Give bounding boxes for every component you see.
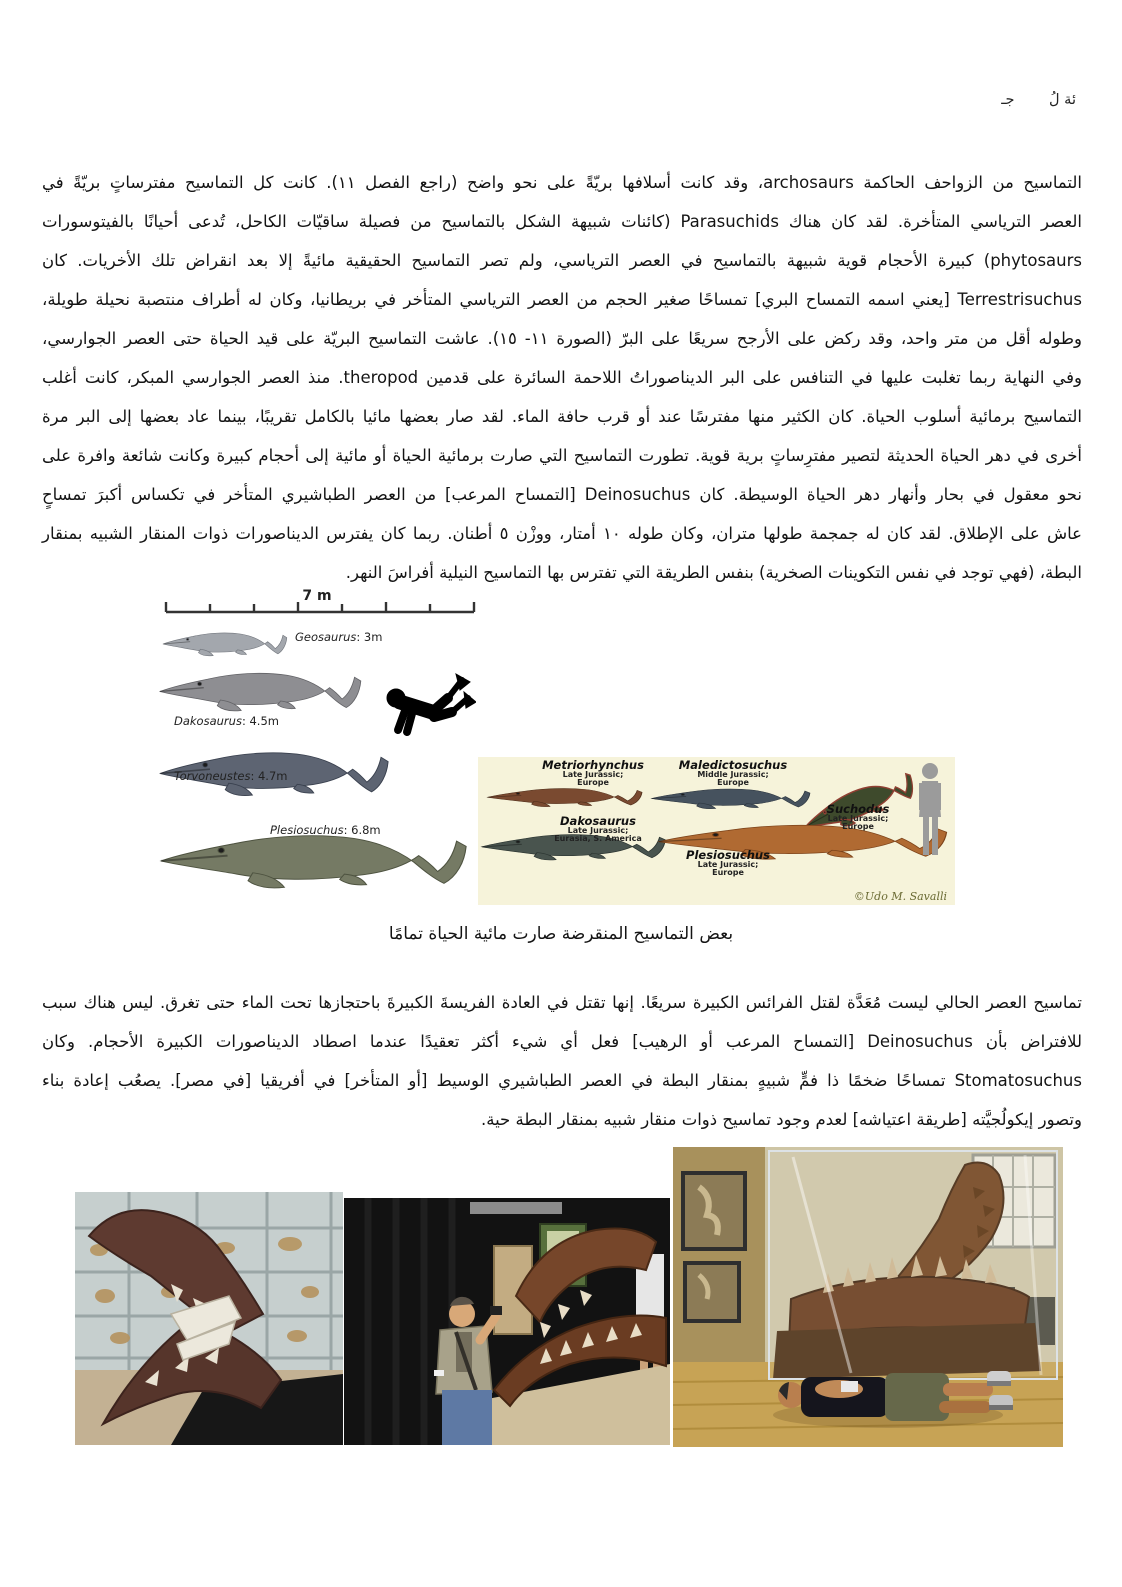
wall-fossil-pictures xyxy=(683,1173,745,1321)
header-text-left: جـ xyxy=(1001,92,1015,108)
page-header-fragment xyxy=(1001,92,1076,108)
paragraph-line: وتصور إيكولُجيَّته [طريقة اعتياشه] لعدم وجود تماسيح ذوات منقار شبيه بمنقار البطة حية. xyxy=(480,1110,1082,1129)
dakosaurus-panel-label: Dakosaurus Late Jurassic; Eurasia, S. America xyxy=(554,814,642,844)
figure-caption: بعض التماسيح المنقرضة صارت مائية الحياة تمامًا xyxy=(388,924,734,944)
geosaurus-illustration xyxy=(163,633,287,656)
metriorhynchid-species-panel xyxy=(478,757,955,905)
paragraph-line: وطوله أقل من متر واحد، وقد ركض على الأرجح سريعًا على البرّ (الصورة ١١- ١٥). عاشت التماسيح البريّة على قيد الحياة حتى العصر الجوارسي، xyxy=(42,329,1082,348)
dakosaurus-illustration xyxy=(160,673,361,711)
paragraph-line: Terrestrisuchus [يعني اسمه التمساح البري] تمساحًا صغير الحجم من العصر الترياسي المتأخر في بريطانيا، وكان له أطراف منتصبة نحيلة طويلة، xyxy=(42,290,1082,309)
image-credit: ©Udo M. Savalli xyxy=(853,890,947,903)
paragraph-line: نحو معقول في بحار وأنهار دهر الحياة الوسيطة. كان Deinosuchus [التمساح المرعب] من العصر الطباشيري المتأخر في تكساس أكبرَ تمساحٍ xyxy=(42,485,1082,504)
plesiosuchus-illustration xyxy=(161,836,466,888)
paragraph-line: تماسيح العصر الحالي ليست مُعَدَّة لقتل الفرائس الكبيرة سريعًا. إنها تقتل في العادة الفريسةَ الكبيرةَ باحتجازها تحت الماء حتى تغرق. ليس هناك سبب xyxy=(42,993,1082,1012)
geosaurus-label: Geosaurus: 3m xyxy=(295,630,383,644)
plesiosuchus-panel-label: Plesiosuchus Late Jurassic; Europe xyxy=(686,848,770,878)
scale-bar-label: 7 m xyxy=(302,588,332,604)
paragraph-line: العصر الترياسي المتأخرة. لقد كان هناك Parasuchids (كائنات شبيهة الشكل بالتماسيح من فصيلة ساقيّات الكاحل، تُدعى أحيانًا بالفيتوسورات xyxy=(42,212,1082,231)
photo-skull-case-lying-man xyxy=(673,1147,1063,1447)
paragraph-line: البطة، (فهي توجد في نفس التكوينات الصخرية) بنفس الطريقة التي تفترس بها التماسيح النيلية أفراسَ النهر. xyxy=(345,563,1082,582)
size-comparison-diagram xyxy=(158,588,476,906)
paragraph-2 xyxy=(42,983,1082,1139)
paragraph-line: phytosaurs) كبيرة الأحجام قوية شبيهة بالتماسيح في العصر الترياسي، ولم تصر التماسيح الحقيقية مائيةً إلا بعد انقراض تلك الأخريات. كان xyxy=(42,251,1082,270)
paragraph-line: وفي النهاية ربما تغلبت عليها في التنافس على البر الديناصوراتُ اللاحمة السائرة على قدمين theropod. منذ العصر الجوارسي المبكر، كانت أغلب xyxy=(42,368,1082,387)
dakosaurus-label: Dakosaurus: 4.5m xyxy=(174,714,279,728)
paragraph-line: التماسيح برمائية أسلوب الحياة. كان الكثير منها مفترسًا عند أو قرب حافة الماء. لقد صار بعضها مائيا بالكامل تقريبًا، بينما عاد بعضها إلى البر مرة xyxy=(42,407,1082,426)
glass-case xyxy=(769,1151,1057,1379)
paragraph-line: Stomatosuchus تمساحًا ضخمًا ذا فمٍّ شبيهٍ بمنقار البطة في العصر الطباشيري الوسيط [أو المتأخر] في أفريقيا [في مصر]. يصعُب إعادة بناء xyxy=(42,1071,1082,1090)
metriorhynchus-label: Metriorhynchus Late Jurassic; Europe xyxy=(542,758,644,788)
paragraph-line: أخرى في دهر الحياة الحديثة لتصير مفترِساتٍ برية قوية. تطورت التماسيح التي صارت برمائية الحياة أو مائية إلى أحجام كبيرة وكانت شائعة وافرة على xyxy=(42,446,1082,465)
metriorhynchus-illustration xyxy=(488,788,642,806)
paragraph-1 xyxy=(42,163,1082,592)
maledictosuchus-label: Maledictosuchus Middle Jurassic; Europe xyxy=(678,758,788,788)
photo-man-with-giant-skull xyxy=(344,1198,670,1445)
hall-sign xyxy=(470,1202,562,1214)
suchodus-label: Suchodus Late Jurassic; Europe xyxy=(826,802,890,832)
plesiosuchus-label: Plesiosuchus: 6.8m xyxy=(270,823,381,837)
header-text-right: ئة لُ xyxy=(1049,92,1076,108)
paragraph-line: عاش على الإطلاق. لقد كان له جمجمة طولها متران، وكان طوله ١٠ أمتار، ووزْن ٥ أطنان. ربما كان يفترس الديناصورات ذوات المنقار الشبيه بمنقار xyxy=(42,524,1083,543)
diver-silhouette xyxy=(387,674,476,732)
maledictosuchus-illustration xyxy=(652,789,810,809)
paragraph-line: التماسيح من الزواحف الحاكمة archosaurs، وقد كانت أسلافها بريّةً على نحو واضح (راجع الفصل ١١). كانت كل التماسيح مفترساتٍ بريّةً في xyxy=(42,173,1082,192)
torvoneustes-label: Torvoneustes: 4.7m xyxy=(174,769,288,783)
paragraph-line: للافتراض بأن Deinosuchus [التمساح المرعب أو الرهيب] فعل أي شيء أكثر تعقيدًا عندما اصطاد الديناصورات الكبيرة الأحجام. وكان xyxy=(42,1032,1082,1051)
photo-museum-skull-display xyxy=(75,1192,343,1445)
